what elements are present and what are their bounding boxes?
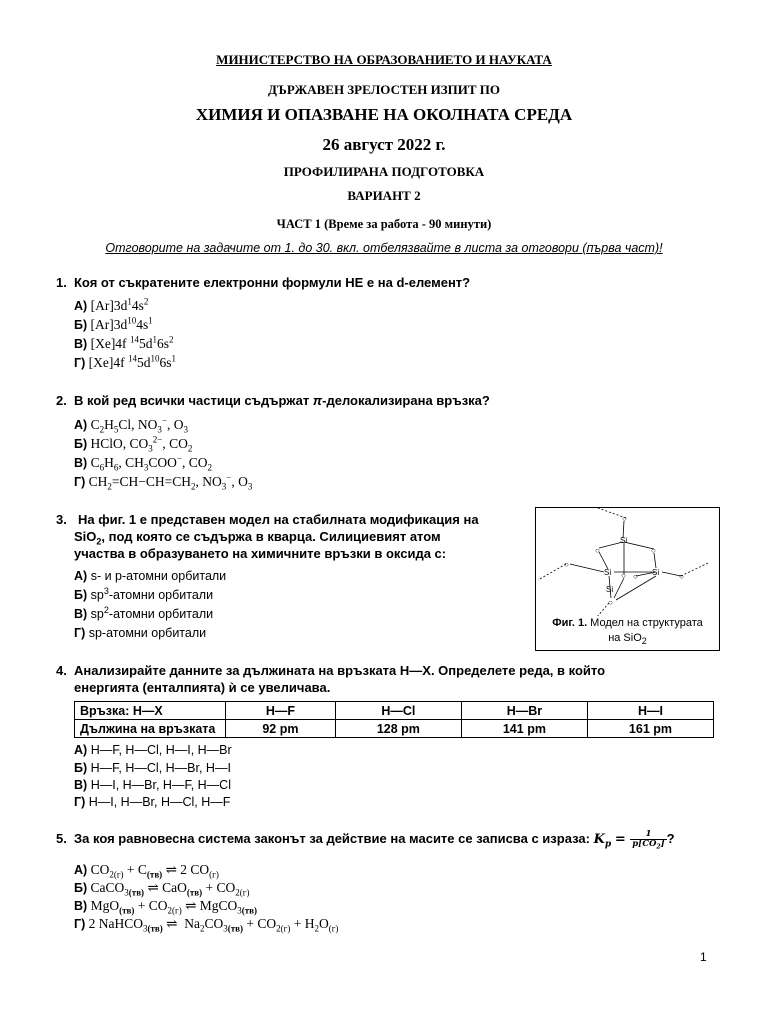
question-2: 2. В кой ред всички частици съдържат π-делокализирана връзка? <box>56 393 490 408</box>
oxygen-atom: ○ <box>564 560 569 569</box>
q3-option-a[interactable]: А) s- и p-атомни орбитали <box>74 569 227 583</box>
table-row: Дължина на връзката 92 pm 128 pm 141 pm 161 pm <box>75 720 714 738</box>
kp-fraction: $\frac{1}{p[CO_2]}$ <box>632 829 665 851</box>
silicon-atom: Si <box>620 536 628 545</box>
q4-option-a[interactable]: А) H—F, H—Cl, H—I, H—Br <box>74 743 232 757</box>
part-title: ЧАСТ 1 (Време за работа - 90 минути) <box>276 217 492 231</box>
q5-option-a[interactable]: А) $CO_{2(г)} + C_{(тв)}$ ⇌ 2 $CO_{(г)}$ <box>74 862 219 880</box>
oxygen-atom: ○ <box>651 546 656 555</box>
q2-option-b[interactable]: Б) HClO, $CO_3^{2-}$, $CO_2$ <box>74 434 193 454</box>
variant-title: ВАРИАНТ 2 <box>347 188 421 203</box>
exam-title: ДЪРЖАВЕН ЗРЕЛОСТЕН ИЗПИТ ПО <box>267 82 500 97</box>
silicon-atom: Si <box>604 568 612 577</box>
kp-symbol: $K_p$ <box>593 832 612 850</box>
question-5: 5. За коя равновесна система законът за действие на масите се записва с израза: $K_p$ = $\frac{1}{p[CO_2]}$ ? <box>56 829 675 851</box>
q1-option-a[interactable]: А) $[Ar]3d^14s^2$ <box>74 296 149 313</box>
exam-date: 26 август 2022 г. <box>322 135 446 154</box>
q4-option-b[interactable]: Б) H—F, H—Cl, H—Br, H—I <box>74 761 231 775</box>
q1-option-b[interactable]: Б) $[Ar]3d^{10}4s^1$ <box>74 315 153 332</box>
q5-option-d[interactable]: Г) 2 NaHCO$_{3(тв)}$ ⇌ $Na_2CO_{3(тв)} + CO_{2(г)} + H_2O_{(г)}$ <box>74 916 339 934</box>
question-1 <box>0 274 768 292</box>
question-number: 2. <box>56 393 67 408</box>
silicon-atom: Si <box>652 568 660 577</box>
table-row: Връзка: H—X H—F H—Cl H—Br H—I <box>75 702 714 720</box>
oxygen-atom: ○ <box>621 571 626 580</box>
figure-caption: Фиг. 1. Модел на структурата на SiO$_2$ <box>552 617 703 647</box>
q3-option-d[interactable]: Г) sp-атомни орбитали <box>74 626 207 640</box>
instruction-text: Отговорите на задачите от 1. до 30. вкл. отбелязвайте в листа за отговори (първа част)! <box>105 241 663 255</box>
profile-title: ПРОФИЛИРАНА ПОДГОТОВКА <box>283 164 485 179</box>
ministry-title: МИНИСТЕРСТВО НА ОБРАЗОВАНИЕТО И НАУКАТА <box>216 52 552 67</box>
oxygen-atom: ○ <box>595 546 600 555</box>
q4-option-d[interactable]: Г) H—I, H—Br, H—Cl, H—F <box>74 795 231 809</box>
page-number: 1 <box>700 950 707 964</box>
sio2-structure-diagram <box>536 508 719 616</box>
q3-option-b[interactable]: Б) $sp^3$-атомни орбитали <box>74 585 214 602</box>
bond-length-table <box>74 701 714 738</box>
oxygen-atom: ○ <box>633 572 638 581</box>
q4-option-c[interactable]: В) H—I, H—Br, H—F, H—Cl <box>74 778 231 792</box>
question-4: 4. Анализирайте данните за дължината на връзката H—X. Определете реда, в който енергията (енталпията) ѝ се увеличава. <box>56 663 606 695</box>
q2-option-d[interactable]: Г) $CH_2=CH-CH=CH_2$, $NO_3^-$, $O_3$ <box>74 472 253 492</box>
oxygen-atom: ○ <box>679 572 684 581</box>
question-number: 3. <box>56 512 67 527</box>
q5-option-b[interactable]: Б) CaCO$_{3(тв)}$ ⇌ $CaO_{(тв)} + CO_{2(г)}$ <box>74 880 250 898</box>
silicon-atom: Si <box>606 585 614 594</box>
subject-title: ХИМИЯ И ОПАЗВАНЕ НА ОКОЛНАТА СРЕДА <box>195 105 573 124</box>
oxygen-atom: ○ <box>622 514 627 523</box>
q2-option-c[interactable]: В) $C_6H_6$, $CH_3COO^-$, $CO_2$ <box>74 453 212 473</box>
question-number: 1. <box>56 275 67 290</box>
q1-option-d[interactable]: Г) [Xe]4f $^{14}5d^{10}6s^1$ <box>74 353 176 370</box>
oxygen-atom: ○ <box>608 598 613 607</box>
q2-option-a[interactable]: А) $C_2H_5Cl$, $NO_3^-$, $O_3$ <box>74 415 188 435</box>
question-3: 3. На фиг. 1 е представен модел на стабилната модификация на SiO$_2$, под която се съдържа в кварца. Силициевият атом участва в образуването на химичните връзки в оксида с: <box>56 512 479 561</box>
q1-option-c[interactable]: В) [Xe]4f $^{14}5d^16s^2$ <box>74 334 174 351</box>
q3-option-c[interactable]: В) $sp^2$-атомни орбитали <box>74 604 214 621</box>
question-number: 4. <box>56 663 67 678</box>
figure-1 <box>535 507 720 651</box>
question-number: 5. <box>56 831 67 846</box>
question-text: Коя от съкратените електронни формули НЕ е на d-елемент? <box>74 275 471 290</box>
q5-option-c[interactable]: В) $MgO_{(тв)} + CO_{2(г)}$ ⇌ MgCO$_{3(тв)}$ <box>74 898 258 916</box>
